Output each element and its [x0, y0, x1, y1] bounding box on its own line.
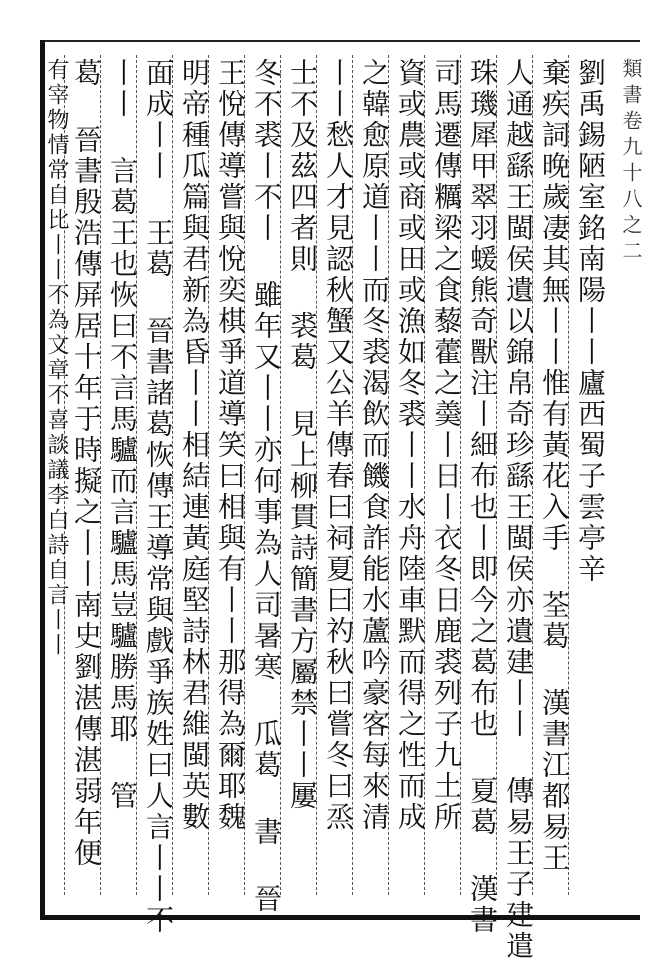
text-column-7: 之韓愈原道丨丨而冬裘渴飲而饑食詐能水蘆吟豪客每來清 — [358, 58, 391, 833]
text-column-15: 葛 晉書殷浩傳屏居十年于時擬之丨丨南史劉湛傳湛弱年便 — [70, 58, 103, 869]
text-column-1: 劉禹錫陋室銘南陽丨丨廬西蜀子雲亭辛 — [574, 58, 607, 585]
text-column-14: 丨丨 言葛王也恢曰不言馬驢而言驢馬豈驢勝馬耶 管 — [106, 58, 139, 812]
text-column-3: 人通越繇王閩侯遺以錦帛奇珍繇王閩侯亦遺建丨丨 傳易王子建遣 — [502, 58, 535, 962]
text-column-11: 王悅傳導嘗與悅奕棋爭道導笑曰相與有丨丨那得為爾耶魏 — [214, 58, 247, 833]
text-column-13: 面成丨丨 王葛 晉書諸葛恢傳王導常與戲爭族姓曰人言丨丨不 — [142, 58, 175, 936]
text-column-4: 珠璣犀甲翠羽蝯熊奇獸注丨細布也丨即今之葛布也 夏葛 漢書 — [466, 58, 499, 936]
text-column-8: 丨丨愁人才見認秋蟹又公羊傳春曰祠夏曰礿秋曰嘗冬曰烝 — [322, 58, 355, 833]
text-column-5: 司馬遷傳糲梁之食藜藿之羮丨日丨衣冬日鹿裘列子九土所 — [430, 58, 463, 833]
text-column-16: 有宰物情常自比丨丨不為文章不喜談議李白詩自言丨丨 — [44, 58, 69, 658]
text-column-9: 士不及茲四者則 裘葛 見上柳貫詩簡書方屬禁丨丨屢 — [286, 58, 319, 812]
text-column-10: 冬不裘丨不丨 雖年又丨丨亦何事為人司暑寒 瓜葛 書 晉 — [250, 58, 283, 915]
margin-label: 類書卷九十八之二 — [619, 58, 643, 266]
text-column-2: 棄疾詞晚歲凄其無丨丨惟有黃花入手 荃葛 漢書江都易王 — [538, 58, 571, 874]
text-column-12: 明帝種瓜篇與君新為昏丨丨相結連黃庭堅詩林君維閩英數 — [178, 58, 211, 833]
text-column-6: 資或農或商或田或漁如冬裘丨丨水舟陸車默而得之性而成 — [394, 58, 427, 833]
